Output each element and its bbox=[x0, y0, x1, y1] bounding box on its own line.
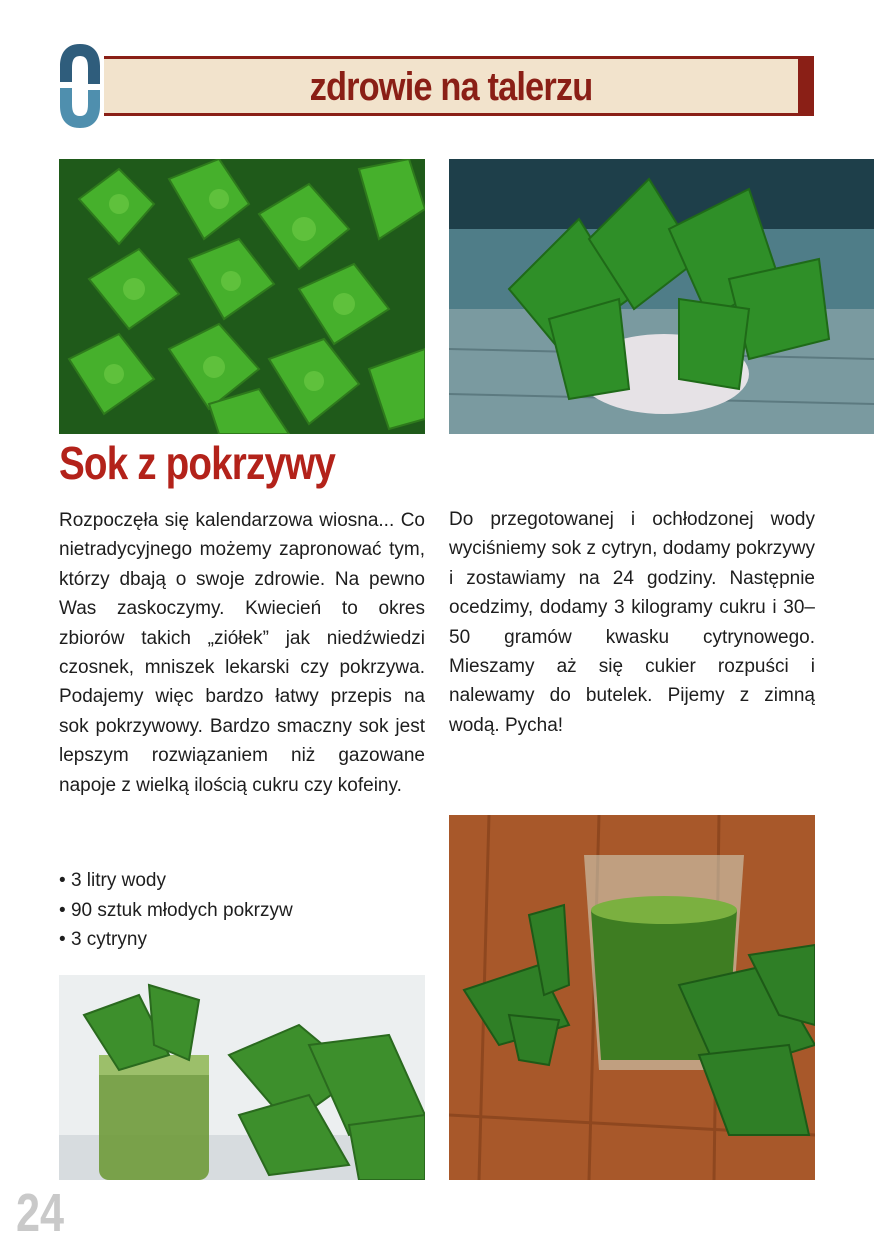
magazine-logo-icon bbox=[56, 40, 104, 132]
page-number: 24 bbox=[16, 1183, 65, 1243]
section-header bbox=[104, 56, 814, 116]
header-endcap bbox=[798, 56, 814, 116]
article-method: Do przegotowanej i ochłodzonej wody wyciśniemy sok z cytryn, dodamy pokrzywy i zostawiamy na 24 godziny. Następnie ocedzimy, dodamy 3 kilogramy cukru i 30–50 gramów kwasku cytrynowego. Mieszamy aż się cukier rozpuści i nalewamy do butelek. Pijemy z zimną wodą. Pycha! bbox=[449, 509, 815, 736]
nettle-juice-glass-photo bbox=[449, 815, 815, 1180]
article-intro: Rozpoczęła się kalendarzowa wiosna... Co nietradycyjnego możemy zapronować tym, którzy dbają o swoje zdrowie. Na pewno Was zaskoczymy. Kwiecień to okres zbiorów takich „ziółek” jak niedźwiedzi czosnek, mniszek lekarski czy pokrzywa. Podajemy więc bardzo łatwy przepis na sok pokrzywowy. Bardzo smaczny sok jest lepszym rozwiązaniem niż gazowane napoje z wielką ilością cukru czy kofeiny. bbox=[59, 510, 425, 796]
ingredient-item: • 90 sztuk młodych pokrzyw bbox=[59, 896, 293, 926]
ingredient-item: • 3 cytryny bbox=[59, 925, 293, 955]
section-title: zdrowie na talerzu bbox=[309, 65, 593, 109]
article-title: Sok z pokrzywy bbox=[59, 437, 335, 489]
nettle-leaves-photo bbox=[59, 159, 425, 434]
nettle-smoothie-photo bbox=[59, 975, 425, 1180]
ingredient-item: • 3 litry wody bbox=[59, 866, 293, 896]
nettles-bowl-photo bbox=[449, 159, 874, 434]
ingredients-list bbox=[59, 866, 293, 955]
